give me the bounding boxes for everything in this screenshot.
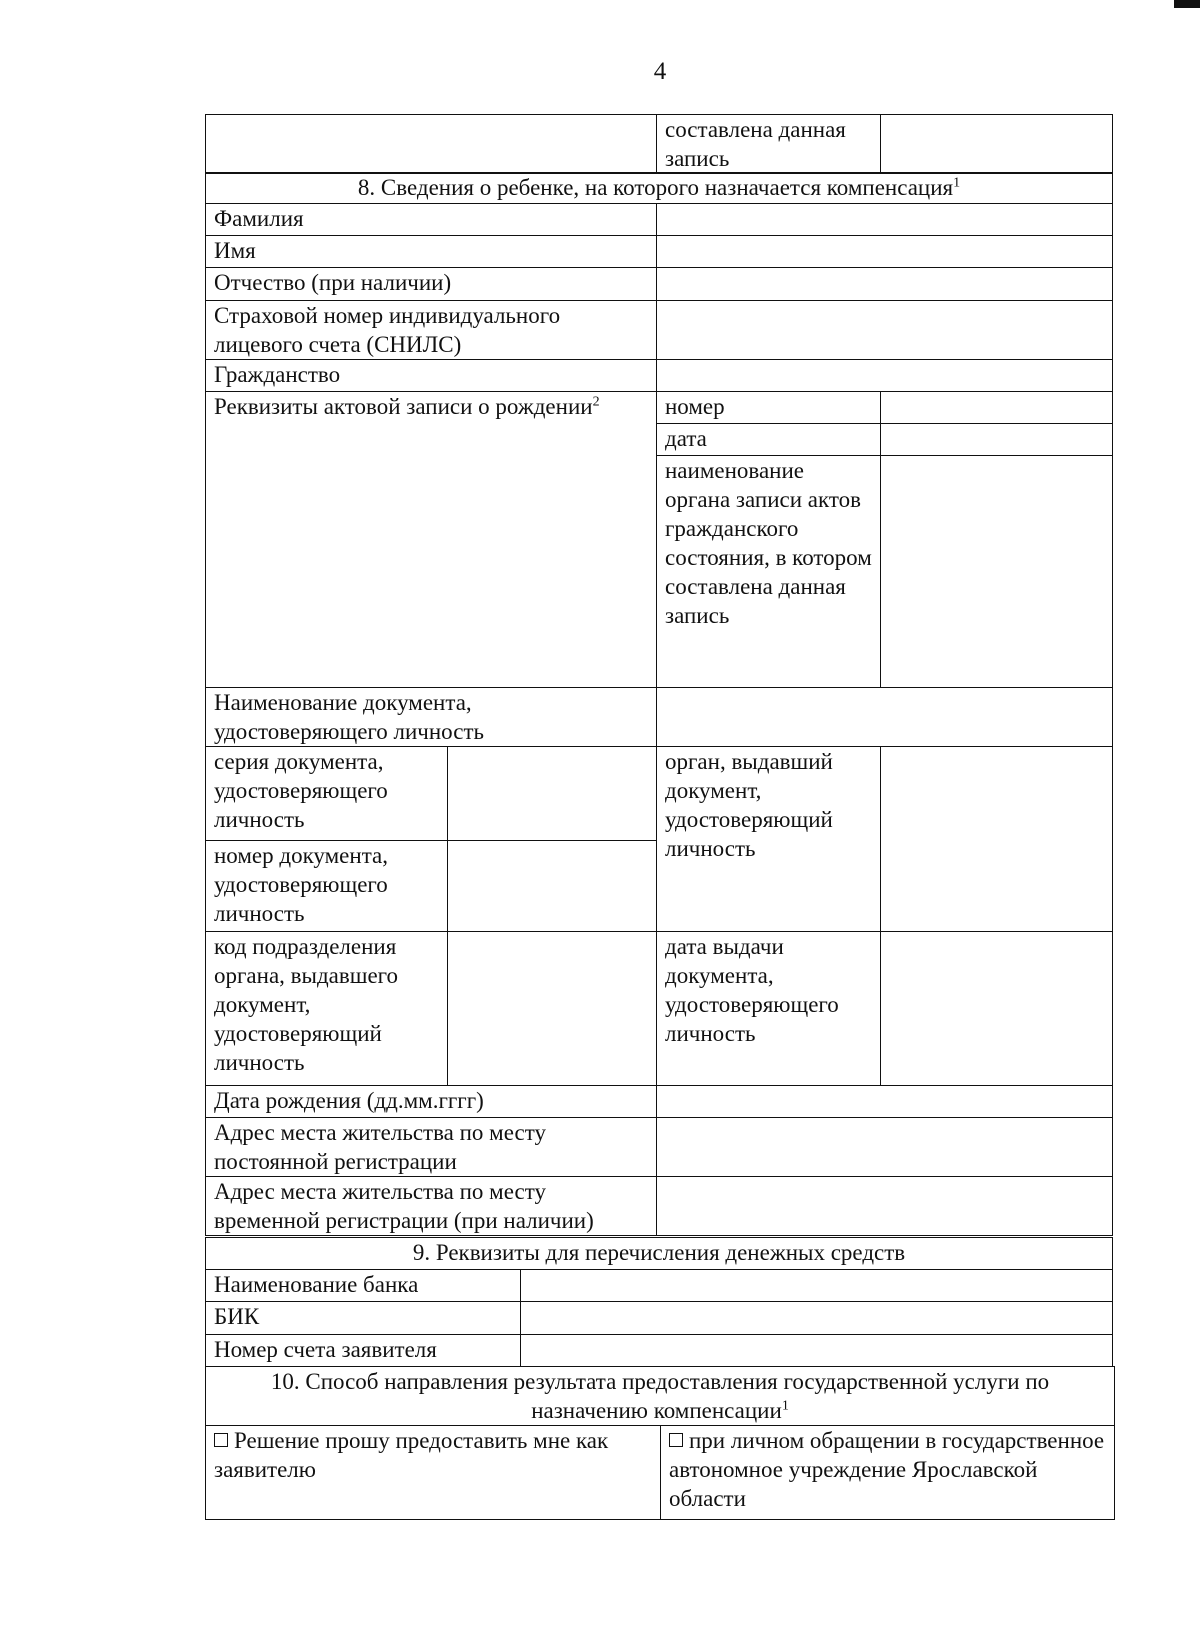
scan-corner-mark bbox=[1174, 0, 1200, 8]
issuing-authority-value[interactable] bbox=[881, 747, 1113, 932]
temporary-address-label: Адрес места жительства по месту временной регистрации (при наличии) bbox=[206, 1177, 657, 1236]
section10-title-footnote: 1 bbox=[781, 1398, 789, 1414]
top-fragment-empty-cell bbox=[206, 115, 657, 174]
account-number-value[interactable] bbox=[521, 1335, 1113, 1367]
birth-date-label: Дата рождения (дд.мм.гггг) bbox=[206, 1086, 657, 1118]
section9-title: 9. Реквизиты для перечисления денежных средств bbox=[206, 1238, 1113, 1270]
surname-value[interactable] bbox=[657, 204, 1113, 236]
snils-label: Страховой номер индивидуального лицевого счета (СНИЛС) bbox=[206, 301, 657, 360]
issue-date-value[interactable] bbox=[881, 932, 1113, 1086]
id-doc-name-value[interactable] bbox=[657, 688, 1113, 747]
bik-value[interactable] bbox=[521, 1302, 1113, 1335]
record-number-label: номер bbox=[657, 392, 881, 424]
top-fragment-label: составлена данная запись bbox=[657, 115, 881, 174]
record-number-value[interactable] bbox=[881, 392, 1113, 424]
bank-name-label: Наименование банка bbox=[206, 1270, 521, 1302]
section8-title-text: 8. Сведения о ребенке, на которого назначается компенсация bbox=[357, 175, 954, 200]
bank-name-value[interactable] bbox=[521, 1270, 1113, 1302]
name-label: Имя bbox=[206, 236, 657, 268]
doc-number-value[interactable] bbox=[447, 840, 656, 931]
citizenship-label: Гражданство bbox=[206, 360, 657, 392]
section9-table bbox=[205, 1237, 1113, 1367]
section10-table bbox=[205, 1366, 1115, 1520]
birth-date-value[interactable] bbox=[657, 1086, 1113, 1118]
birth-record-label bbox=[206, 392, 657, 688]
bik-label: БИК bbox=[206, 1302, 521, 1335]
doc-series-number-table bbox=[206, 747, 656, 931]
page-number: 4 bbox=[653, 58, 667, 85]
permanent-address-value[interactable] bbox=[657, 1118, 1113, 1177]
option-right-checkbox[interactable] bbox=[669, 1433, 683, 1447]
option-left-cell bbox=[206, 1426, 661, 1520]
top-fragment-table bbox=[205, 114, 1113, 174]
section8-table bbox=[205, 172, 1113, 1236]
permanent-address-label: Адрес места жительства по месту постоянной регистрации bbox=[206, 1118, 657, 1177]
division-code-group bbox=[206, 932, 657, 1086]
issue-date-label: дата выдачи документа, удостоверяющего личность bbox=[657, 932, 881, 1086]
option-left-checkbox[interactable] bbox=[214, 1433, 228, 1447]
snils-value[interactable] bbox=[657, 301, 1113, 360]
registry-office-value[interactable] bbox=[881, 456, 1113, 688]
account-number-label: Номер счета заявителя bbox=[206, 1335, 521, 1367]
doc-number-label: номер документа, удостоверяющего личность bbox=[206, 840, 447, 931]
option-right-label: при личном обращении в государственное автономное учреждение Ярославской области bbox=[669, 1428, 1105, 1511]
surname-label: Фамилия bbox=[206, 204, 657, 236]
division-code-label: код подразделения органа, выдавшего документ, удостоверяющий личность bbox=[206, 932, 447, 1085]
record-date-value[interactable] bbox=[881, 424, 1113, 456]
citizenship-value[interactable] bbox=[657, 360, 1113, 392]
section10-title-text: 10. Способ направления результата предоставления государственной услуги по назначению компенсации bbox=[270, 1369, 1050, 1423]
section8-title-footnote: 1 bbox=[953, 175, 961, 191]
birth-record-label-text: Реквизиты актовой записи о рождении bbox=[214, 394, 593, 419]
division-code-table bbox=[206, 932, 656, 1085]
issuing-authority-label: орган, выдавший документ, удостоверяющий личность bbox=[657, 747, 881, 932]
patronymic-label: Отчество (при наличии) bbox=[206, 268, 657, 301]
option-left-label: Решение прошу предоставить мне как заявителю bbox=[214, 1428, 609, 1482]
birth-record-footnote: 2 bbox=[592, 394, 600, 410]
division-code-value[interactable] bbox=[447, 932, 656, 1085]
temporary-address-value[interactable] bbox=[657, 1177, 1113, 1236]
top-fragment-value-cell[interactable] bbox=[881, 115, 1113, 174]
doc-series-value[interactable] bbox=[447, 747, 656, 840]
id-doc-name-label: Наименование документа, удостоверяющего личность bbox=[206, 688, 657, 747]
doc-series-label: серия документа, удостоверяющего личность bbox=[206, 747, 447, 840]
patronymic-value[interactable] bbox=[657, 268, 1113, 301]
doc-series-number-group bbox=[206, 747, 657, 932]
record-date-label: дата bbox=[657, 424, 881, 456]
section8-title bbox=[206, 173, 1113, 204]
name-value[interactable] bbox=[657, 236, 1113, 268]
registry-office-label: наименование органа записи актов гражданского состояния, в котором составлена данная запись bbox=[657, 456, 881, 688]
option-right-cell bbox=[661, 1426, 1115, 1520]
section10-title bbox=[206, 1367, 1115, 1426]
